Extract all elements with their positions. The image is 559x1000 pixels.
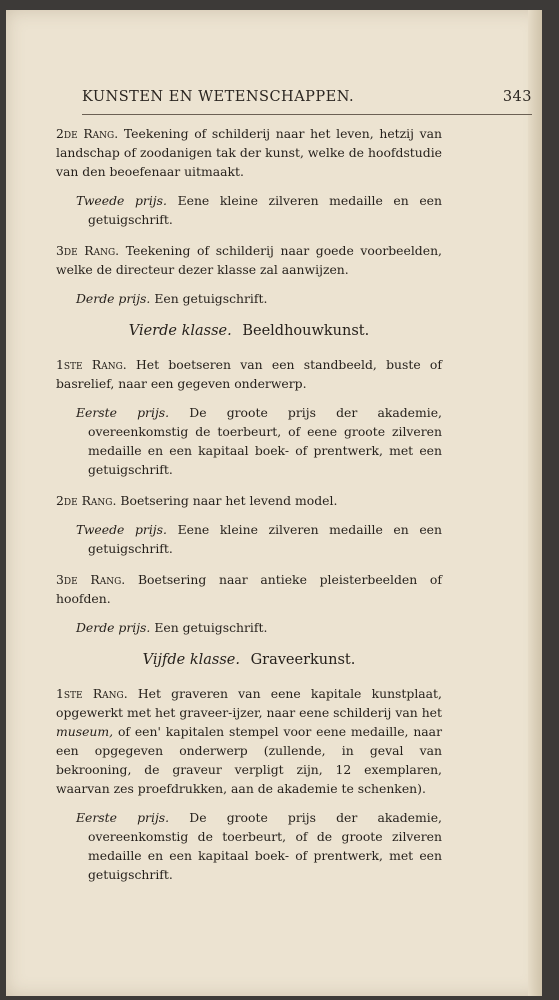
rank-paragraph [56, 241, 442, 279]
rank-text-italic: museum, [56, 724, 114, 739]
prize-text: Een getuigschrift. [154, 291, 268, 306]
rank-paragraph [56, 124, 442, 181]
prize-paragraph [56, 191, 442, 229]
rank-text: Teekening of schilderij naar goede voorbeelden, welke de directeur dezer klasse zal aanwijzen. [56, 243, 442, 277]
rank-paragraph [56, 684, 442, 798]
prize-paragraph [56, 289, 442, 308]
rank-paragraph [56, 491, 442, 510]
prize-paragraph [56, 520, 442, 558]
prize-label: Eerste prijs. [76, 405, 170, 420]
running-header [82, 89, 532, 113]
rank-paragraph [56, 355, 442, 393]
page-number: 343 [502, 89, 532, 105]
section-class: Vijfde klasse. [142, 652, 240, 668]
prize-label: Eerste prijs. [76, 810, 170, 825]
prize-label: Derde prijs. [76, 291, 151, 306]
section-title: Beeldhouwkunst. [242, 323, 370, 339]
running-title: KUNSTEN EN WETENSCHAPPEN. [82, 89, 355, 105]
rank-text: Het boetseren van een standbeeld, buste of basrelief, naar een gegeven onderwerp. [56, 357, 442, 391]
prize-label: Tweede prijs. [76, 193, 167, 208]
prize-text: Een getuigschrift. [154, 620, 268, 635]
prize-paragraph [56, 808, 442, 884]
section-title: Graveerkunst. [250, 652, 356, 668]
rank-label: 1ste Rang. [56, 686, 128, 701]
rank-text: Boetsering naar antieke pleisterbeelden of hoofden. [56, 572, 442, 606]
rank-text: Het graveren van eene kapitale kunstplaat, opgewerkt met het graveer-ijzer, naar eene schilderij van het [56, 686, 442, 720]
rank-label: 1ste Rang. [56, 357, 127, 372]
rank-label: 3de Rang. [56, 243, 120, 258]
section-heading [56, 322, 442, 341]
page-edge [528, 10, 542, 996]
section-class: Vierde klasse. [128, 323, 232, 339]
rank-paragraph [56, 570, 442, 608]
prize-paragraph [56, 403, 442, 479]
prize-text: Eene kleine zilveren medaille en een getuigschrift. [88, 522, 442, 556]
prize-text: De groote prijs der akademie, overeenkomstig de toerbeurt, of de groote zilveren medaille en een kapitaal boek- of prentwerk, met een getuigschrift. [88, 810, 442, 882]
prize-paragraph [56, 618, 442, 637]
prize-text: De groote prijs der akademie, overeenkomstig de toerbeurt, of eene groote zilveren medaille en een kapitaal boek- of prentwerk, met een getuigschrift. [88, 405, 442, 477]
rank-text: Teekening of schilderij naar het leven, hetzij van landschap of zoodanigen tak der kunst, welke de hoofdstudie van den beoefenaar uitmaakt. [56, 126, 442, 179]
prize-text: Eene kleine zilveren medaille en een getuigschrift. [88, 193, 442, 227]
prize-label: Derde prijs. [76, 620, 151, 635]
page-content [56, 124, 442, 896]
rank-label: 2de Rang. [56, 126, 119, 141]
rank-text-continued: of een' kapitalen stempel voor eene medaille, naar een opgegeven onderwerp (zullende, in geval van bekrooning, de graveur verpligt zijn, 12 exemplaren, waarvan zes proefdrukken, aan de akademie te schenken). [56, 724, 442, 796]
rank-text: Boetsering naar het levend model. [120, 493, 338, 508]
prize-label: Tweede prijs. [76, 522, 167, 537]
rank-label: 3de Rang. [56, 572, 126, 587]
rank-label: 2de Rang. [56, 493, 117, 508]
header-rule [82, 114, 532, 115]
section-heading [56, 651, 442, 670]
